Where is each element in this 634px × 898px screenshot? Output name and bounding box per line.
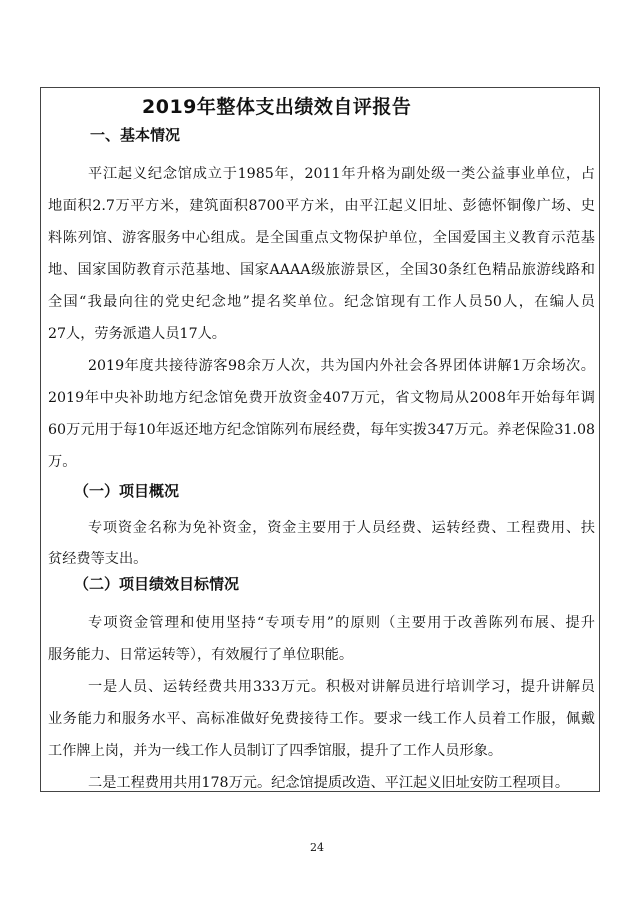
page-number: 24 (310, 841, 324, 854)
paragraph-line: 地面积2.7万平方米，建筑面积8700平方米，由平江起义旧址、彭德怀铜像广场、史 (48, 198, 595, 214)
section-heading: 一、基本情况 (90, 126, 181, 144)
paragraph-line: 二是工程费用共用178万元。纪念馆提质改造、平江起义旧址安防工程项目。 (88, 775, 570, 791)
paragraph-line: 60万元用于每10年返还地方纪念馆陈列布展经费，每年实拨347万元。养老保险31.08 (48, 422, 595, 438)
paragraph-line: 全国“我最向往的党史纪念地”提名奖单位。纪念馆现有工作人员50人，在编人员 (48, 294, 595, 310)
section-heading: （二）项目绩效目标情况 (74, 575, 240, 593)
paragraph-line: 一是人员、运转经费共用333万元。积极对讲解员进行培训学习，提升讲解员 (88, 679, 595, 695)
paragraph-line: 工作牌上岗，并为一线工作人员制订了四季馆服，提升了工作人员形象。 (48, 743, 503, 759)
section-heading: （一）项目概况 (74, 482, 180, 500)
paragraph-line: 27人，劳务派遣人员17人。 (48, 326, 226, 342)
paragraph-line: 2019年度共接待游客98余万人次，共为国内外社会各界团体讲解1万余场次。 (88, 358, 595, 374)
paragraph-line: 贫经费等支出。 (48, 551, 148, 567)
paragraph-line: 服务能力、日常运转等），有效履行了单位职能。 (48, 647, 354, 663)
paragraph-line: 2019年中央补助地方纪念馆免费开放资金407万元，省文物局从2008年开始每年调 (48, 390, 595, 406)
paragraph-line: 专项资金名称为免补资金，资金主要用于人员经费、运转经费、工程费用、扶 (88, 520, 595, 536)
page-title: 2019年整体支出绩效自评报告 (142, 96, 412, 118)
paragraph-line: 专项资金管理和使用坚持“专项专用”的原则（主要用于改善陈列布展、提升 (88, 615, 595, 631)
paragraph-line: 料陈列馆、游客服务中心组成。是全国重点文物保护单位，全国爱国主义教育示范基 (48, 230, 595, 246)
paragraph-line: 业务能力和服务水平、高标准做好免费接待工作。要求一线工作人员着工作服，佩戴 (48, 711, 595, 727)
paragraph-line: 地、国家国防教育示范基地、国家AAAA级旅游景区，全国30条红色精品旅游线路和 (48, 262, 595, 278)
paragraph-line: 万。 (48, 454, 77, 470)
paragraph-line: 平江起义纪念馆成立于1985年，2011年升格为副处级一类公益事业单位，占 (88, 166, 595, 182)
